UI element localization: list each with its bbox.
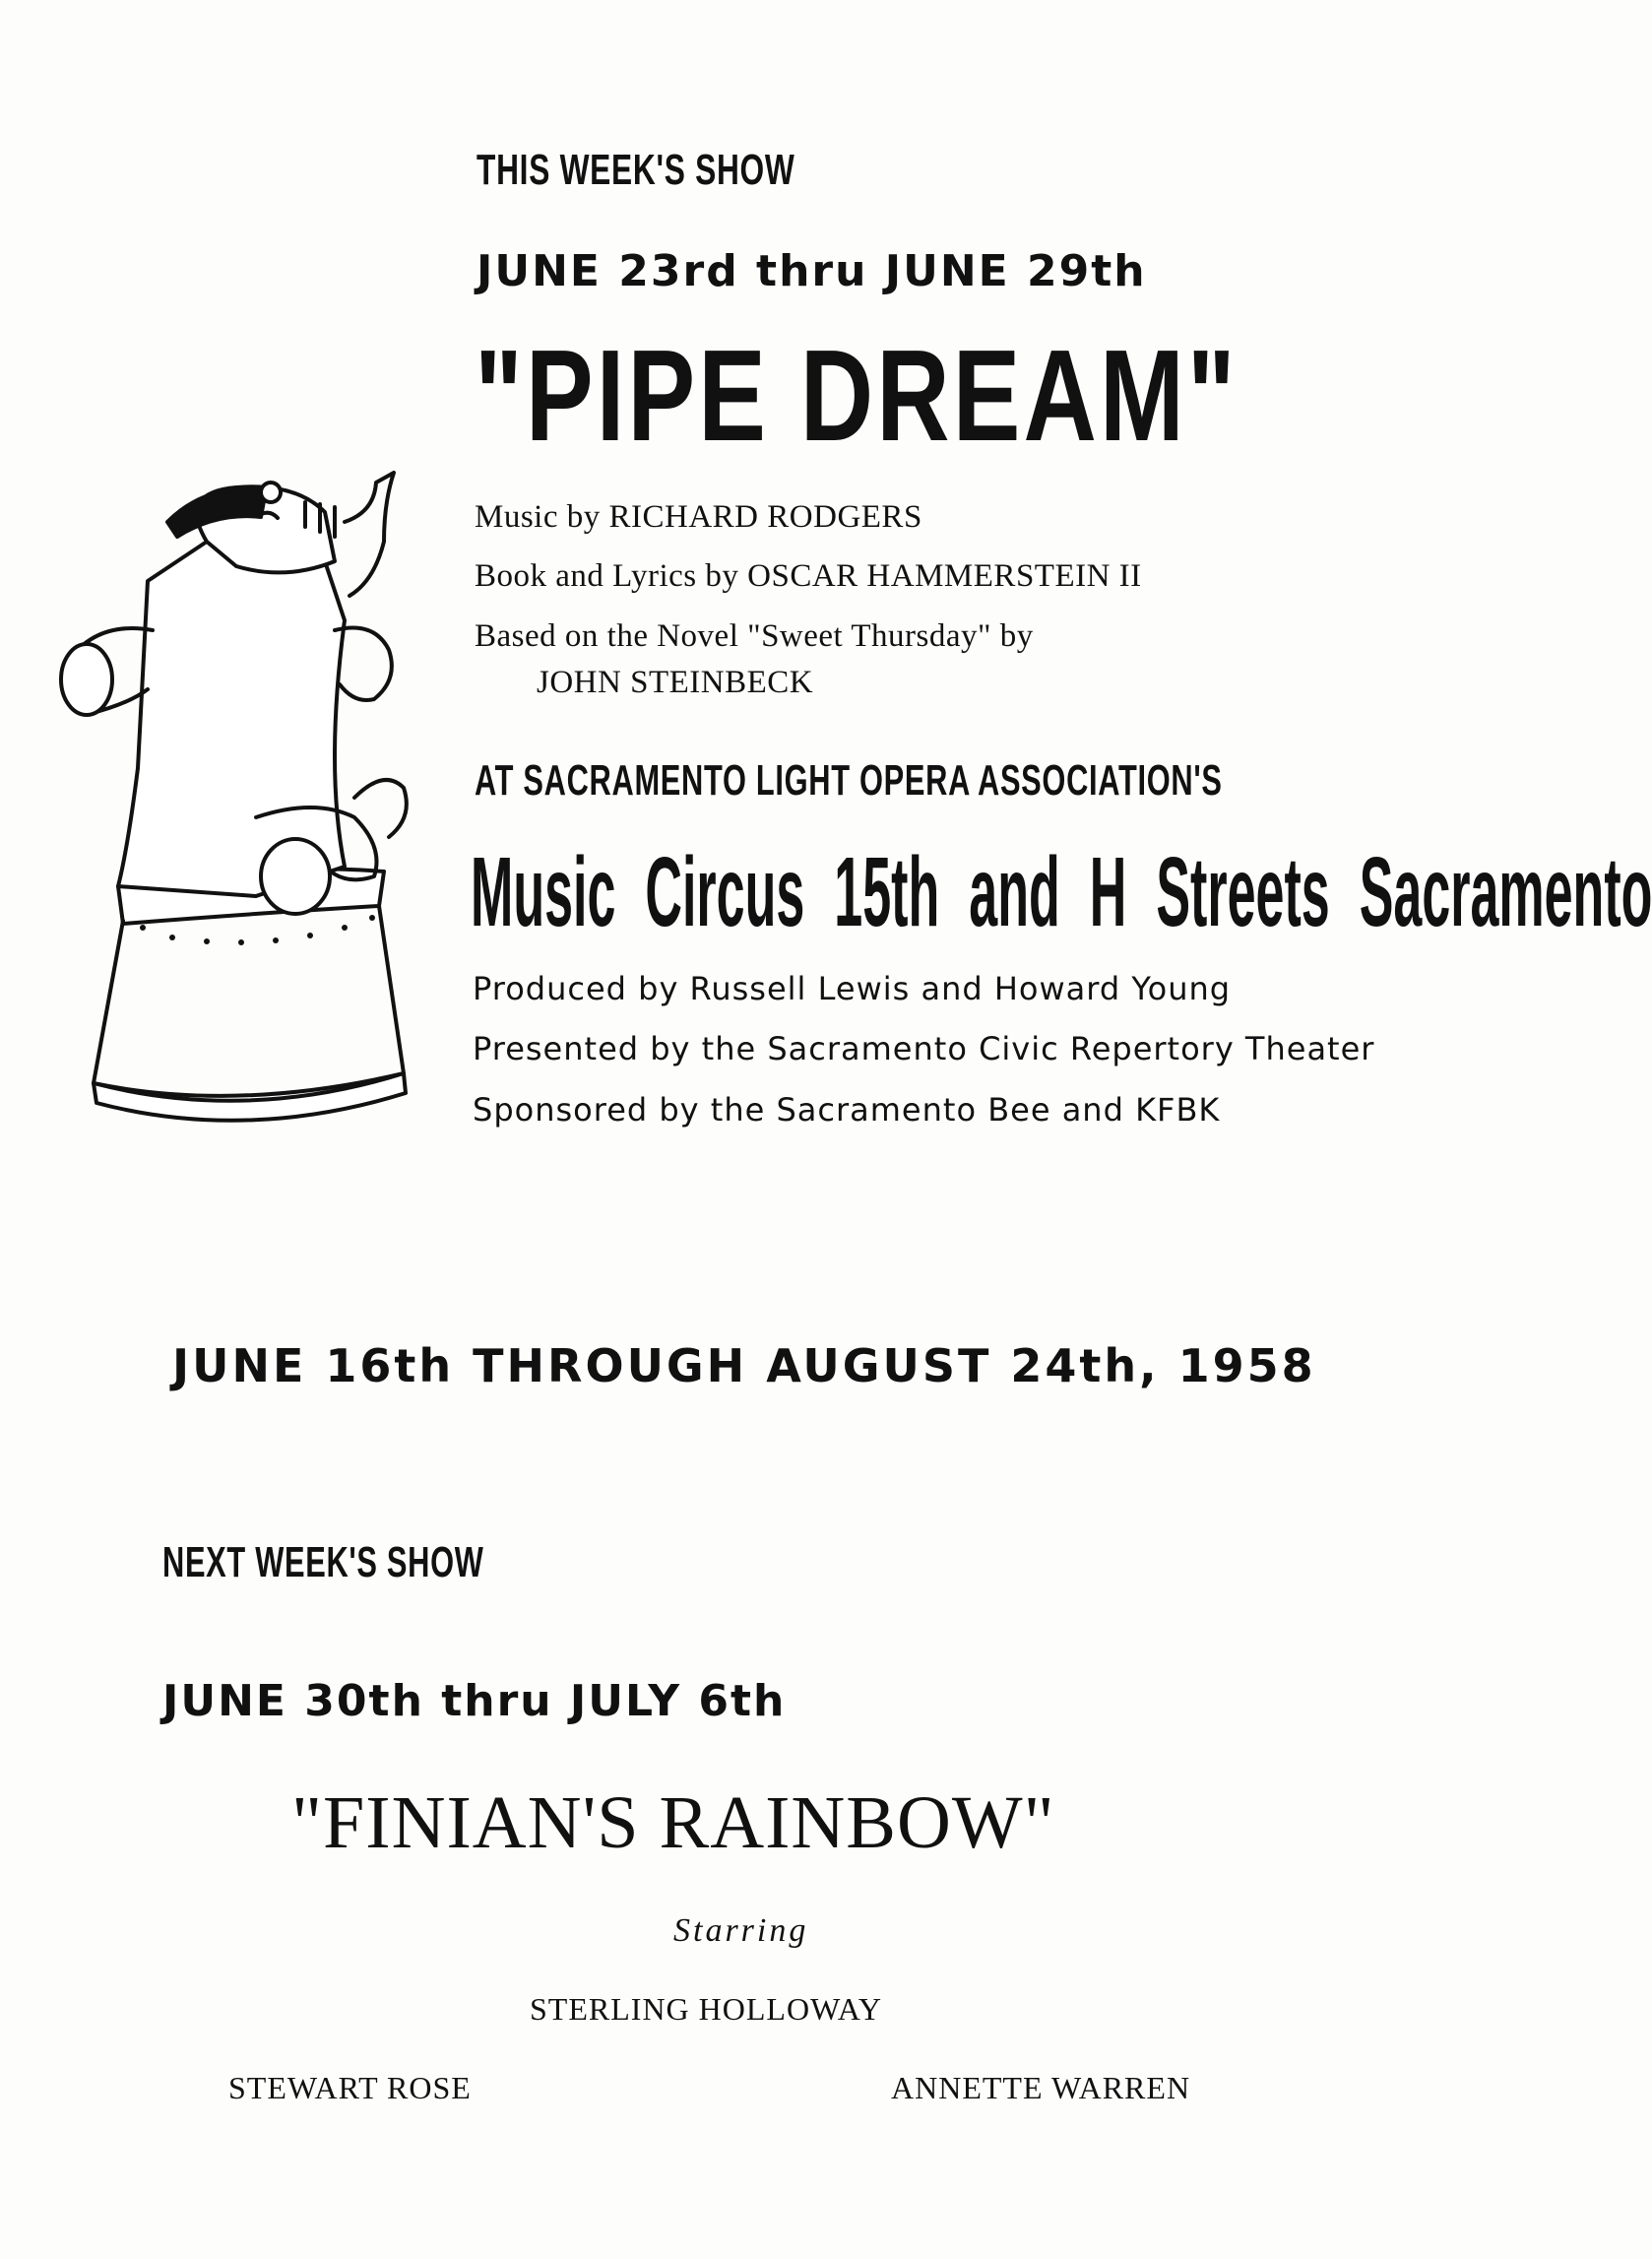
next-show-title: "FINIAN'S RAINBOW" xyxy=(291,1781,1055,1864)
produced-by-line: Produced by Russell Lewis and Howard Young xyxy=(473,970,1232,1007)
next-week-dates: JUNE 30th thru JULY 6th xyxy=(162,1676,787,1726)
presented-by-line: Presented by the Sacramento Civic Repertory Theater xyxy=(473,1030,1375,1067)
credit-author: JOHN STEINBECK xyxy=(537,665,814,700)
hat-ornament xyxy=(261,483,281,502)
show-title: "PIPE DREAM" xyxy=(475,323,1239,468)
this-week-dates: JUNE 23rd thru JUNE 29th xyxy=(477,246,1147,296)
season-dates: JUNE 16th THROUGH AUGUST 24th, 1958 xyxy=(172,1339,1316,1392)
star-lead-name: STERLING HOLLOWAY xyxy=(530,1991,883,2027)
star-right-name: ANNETTE WARREN xyxy=(891,2070,1191,2105)
elephant-on-drum-illustration xyxy=(59,473,433,1123)
credit-music: Music by RICHARD RODGERS xyxy=(475,499,922,535)
sponsored-by-line: Sponsored by the Sacramento Bee and KFBK xyxy=(473,1091,1221,1129)
elephant-trunk xyxy=(345,473,394,596)
starring-label: Starring xyxy=(673,1912,809,1949)
drum-body xyxy=(94,906,404,1096)
elephant-hind-foot xyxy=(261,839,330,914)
credit-based-on: Based on the Novel "Sweet Thursday" by xyxy=(475,618,1034,654)
this-week-label: THIS WEEK'S SHOW xyxy=(477,146,795,194)
next-week-label: NEXT WEEK'S SHOW xyxy=(162,1538,484,1586)
organization-line: AT SACRAMENTO LIGHT OPERA ASSOCIATION'S xyxy=(475,756,1223,805)
venue-line: Music Circus 15th and H Streets Sacramento xyxy=(471,837,1652,947)
credit-book-lyrics: Book and Lyrics by OSCAR HAMMERSTEIN II xyxy=(475,558,1142,594)
star-left-name: STEWART ROSE xyxy=(228,2070,472,2105)
elephant-front-foot xyxy=(61,644,112,715)
